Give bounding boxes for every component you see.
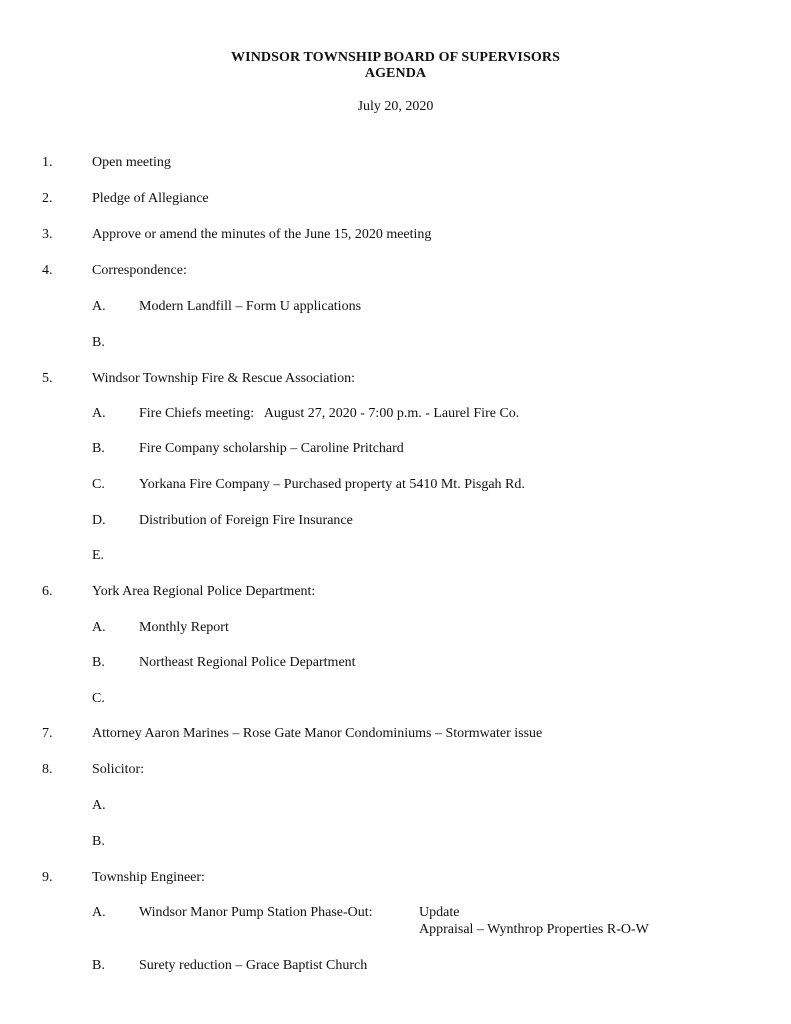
sub-item-text: Fire Chiefs meeting: August 27, 2020 - 7:00 p.m. - Laurel Fire Co. <box>139 406 520 421</box>
item-number: 2. <box>42 191 53 206</box>
item-number: 4. <box>42 263 53 278</box>
document-title: WINDSOR TOWNSHIP BOARD OF SUPERVISORS <box>231 50 560 65</box>
item-text: Approve or amend the minutes of the June 15, 2020 meeting <box>92 227 432 242</box>
sub-item-status: Update <box>419 905 460 920</box>
item-text: Attorney Aaron Marines – Rose Gate Manor Condominiums – Stormwater issue <box>92 726 543 741</box>
sub-item-text: Surety reduction – Grace Baptist Church <box>139 958 368 973</box>
sub-item-letter: C. <box>92 477 105 492</box>
item-number: 5. <box>42 371 53 386</box>
sub-item-letter: B. <box>92 335 105 350</box>
sub-item-letter: A. <box>92 798 106 813</box>
sub-item-letter: B. <box>92 958 105 973</box>
sub-item-letter: D. <box>92 513 106 528</box>
sub-item-text: Fire Company scholarship – Caroline Pritchard <box>139 441 404 456</box>
item-text: Township Engineer: <box>92 870 205 885</box>
sub-item-status: Appraisal – Wynthrop Properties R-O-W <box>419 922 649 937</box>
item-number: 6. <box>42 584 53 599</box>
sub-item-letter: E. <box>92 548 105 563</box>
sub-item-text: Northeast Regional Police Department <box>139 655 356 670</box>
item-number: 7. <box>42 726 53 741</box>
sub-item-letter: B. <box>92 441 105 456</box>
sub-item-text: Modern Landfill – Form U applications <box>139 299 362 314</box>
item-number: 3. <box>42 227 53 242</box>
sub-item-letter: B. <box>92 834 105 849</box>
item-text: Solicitor: <box>92 762 145 777</box>
sub-item-letter: A. <box>92 620 106 635</box>
sub-item-letter: A. <box>92 299 106 314</box>
sub-item-text: Windsor Manor Pump Station Phase-Out: <box>139 905 373 920</box>
sub-item-letter: C. <box>92 691 105 706</box>
document-subtitle: AGENDA <box>364 66 427 81</box>
item-text: Windsor Township Fire & Rescue Association: <box>92 371 356 386</box>
sub-item-text: Yorkana Fire Company – Purchased property at 5410 Mt. Pisgah Rd. <box>139 477 525 492</box>
meeting-date: July 20, 2020 <box>357 99 434 114</box>
item-number: 1. <box>42 155 53 170</box>
sub-item-text: Distribution of Foreign Fire Insurance <box>139 513 353 528</box>
item-text: Pledge of Allegiance <box>92 191 209 206</box>
item-text: Correspondence: <box>92 263 187 278</box>
sub-item-letter: B. <box>92 655 105 670</box>
sub-item-text: Monthly Report <box>139 620 229 635</box>
item-number: 8. <box>42 762 53 777</box>
item-text: Open meeting <box>92 155 171 170</box>
item-text: York Area Regional Police Department: <box>92 584 316 599</box>
sub-item-letter: A. <box>92 905 106 920</box>
sub-item-letter: A. <box>92 406 106 421</box>
item-number: 9. <box>42 870 53 885</box>
